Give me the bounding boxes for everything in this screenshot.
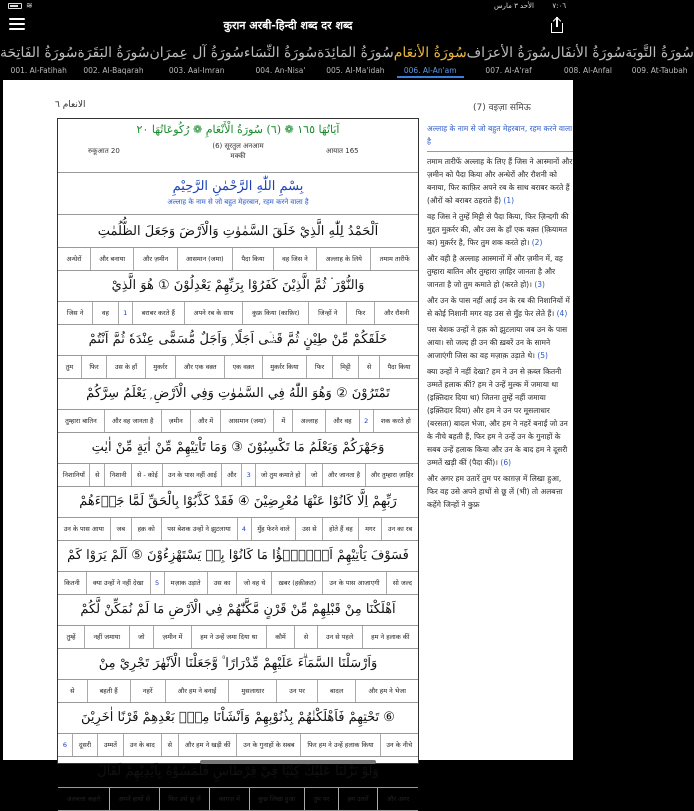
word-meaning: बादल [317, 680, 355, 702]
word-meaning: 6 [62, 741, 68, 749]
surah-info-arabic: آيَاتُهَا ١٦٥ ❁ (٦) سُورَةُ الْأَنْعَامِ ❁ رُكُوعَاتُهَا ٢٠ [136, 123, 340, 136]
word-meaning: और बनाया [90, 248, 134, 270]
word-meaning: जो [305, 464, 322, 486]
word-meaning: मज़ाक उड़ाते [164, 572, 207, 594]
translation-text: वह जिस ने तुम्हें मिट्टी से पैदा किया, फिर ज़िन्दगी की मुद्दत मुक़र्रर की, और उस के हाँ एक वक़्त (क़ियामत का) मुक़र्रर है, फिर तुम शक करते हो। [427, 212, 569, 247]
word-meaning: से - कोई [131, 464, 162, 486]
surah-tab-label: 008. Al-Anfal [563, 66, 612, 75]
word-meaning: पस बेशक उन्हों ने झुटलाया [161, 518, 237, 540]
word-meaning: उस के हाँ [106, 356, 144, 378]
word-meaning: निशानियाँ [62, 471, 85, 479]
word-meaning: 3 [241, 464, 255, 486]
app-title: कुरान अरबी-हिन्दी शब्द दर शब्द [223, 19, 353, 32]
bismillah-hindi: अल्लाह के नाम से जो बहुत मेहरबान, रहम करने वाला है [167, 198, 309, 206]
surah-calligraphy: سُورَةُ الفَاتِحَة [0, 45, 78, 61]
surah-tab[interactable] [467, 40, 551, 80]
verse-number: (4) [556, 309, 568, 318]
word-meaning: उन के नीचे [380, 734, 418, 756]
word-meaning-row [58, 301, 418, 325]
mushaf-page [57, 118, 419, 803]
word-meaning: मुँह फेरने वाले [251, 518, 296, 540]
translation-paragraph [427, 155, 573, 207]
word-meaning: कौमें [266, 626, 294, 648]
surah-tab-label: 006. Al-An'am [403, 66, 457, 75]
verse-number: (3) [534, 280, 545, 289]
word-meaning: तुम्हारा बातिन [65, 417, 97, 425]
word-meaning: 2 [359, 410, 373, 432]
word-meaning: से [161, 734, 178, 756]
word-meaning: फिर [81, 356, 107, 378]
surah-calligraphy: سُورَةُ المَائِدَة [317, 45, 394, 61]
arabic-verse-line: وَلَوْ نَزَّلْنَا عَلَيْكَ كِتٰبًا فِيْ قِرْطَاسٍ فَلَمَسُوْهُ بِاَيْدِيْهِمْ لَقَالَ [97, 764, 379, 779]
word-meaning: और ज़मीन [133, 248, 176, 270]
translation-paragraph [427, 472, 573, 511]
surah-name-hindi: (6) सूरतुल अनआम मक्की [212, 142, 264, 160]
arabic-verse-line: تَحْتِهِمْ فَاَهْلَكْنٰهُمْ بِذُنُوْبِهِمْ وَاَنْشَاْنَا مِنْۢ بَعْدِهِمْ قَرْنًا اٰخَرِيْنَ ⑥ [81, 710, 395, 725]
word-meaning: 1 [118, 302, 132, 324]
word-meaning: मुकर्रर [145, 356, 175, 378]
word-meaning: उम्मतें [97, 734, 123, 756]
verse-number: (1) [503, 196, 515, 205]
word-meaning: निशानी [104, 464, 131, 486]
arabic-verse-line: وَجَهْرَكُمْ وَيَعْلَمُ مَا تَكْسِبُوْنَ ③ وَمَا تَاْتِيْهِمْ مِّنْ اٰيَةٍ مِّنْ اٰيٰتِ [91, 440, 385, 455]
word-meaning: उस का [207, 572, 237, 594]
arabic-verse-line: اَهْلَكْنَا مِنْ قَبْلِهِمْ مِّنْ قَرْنٍ مَّكَّنّٰهُمْ فِي الْاَرْضِ مَا لَمْ نُمَكِّنْ لَّكُمْ [80, 602, 396, 617]
translation-text: तमाम तारीफें अल्लाह के लिए हैं जिस ने आस्मानों और ज़मीन को पैदा किया और अन्धेरों और रौशनी को बनाया, फिर काफ़िर अपने रब के साथ बराबर करते हैं (औरों को बराबर ठहराते हैं) [427, 157, 573, 205]
word-meaning: ज़मीन में [153, 626, 191, 648]
word-meaning: 4 [237, 518, 251, 540]
word-meaning: उन के पास आया [63, 525, 104, 533]
surah-tab-label: 001. Al-Fatihah [10, 66, 67, 75]
word-meaning: उन के बाद [123, 734, 161, 756]
word-meaning-row [58, 355, 418, 379]
surah-tab[interactable] [625, 40, 694, 80]
word-meaning: उन पर [276, 680, 317, 702]
translation-paragraph [427, 210, 573, 249]
word-meaning: में [273, 410, 292, 432]
word-meaning: अन्धेरों [66, 255, 82, 263]
word-meaning: उन के पास नहीं आई [162, 464, 221, 486]
translation-text: और वही है अल्लाह आस्मानों में और ज़मीन में, वह तुम्हारा बातिन और तुम्हारा ज़ाहिर जानता है और जानता है जो तुम कमाते हो (करते हो)। [427, 254, 563, 289]
word-meaning: जो तुम कमाते हो [255, 464, 305, 486]
surah-calligraphy: سُورَةُ النِّسَاء [243, 45, 318, 61]
word-meaning: अपने हाथों से [109, 788, 159, 810]
word-meaning: और हम ने खड़ी कीं [178, 734, 236, 756]
verse-number: (6) [500, 458, 512, 467]
word-meaning: कितनी [64, 579, 80, 587]
translation-column [427, 120, 573, 766]
surah-tab-label: 009. At-Taubah [631, 66, 688, 75]
status-date: الأحد ٣ مارس [494, 2, 534, 10]
word-meaning: शक करते हो [373, 410, 418, 432]
word-meaning: और एक वक़्त [175, 356, 224, 378]
word-meaning: तुम्हें [66, 633, 76, 641]
word-meaning: अल्लाह [292, 410, 325, 432]
surah-tab-bar [0, 40, 694, 80]
word-meaning: फिर हम ने उन्हें हलाक किया [300, 734, 379, 756]
word-meaning: उन के पास आजाएगी [322, 572, 385, 594]
word-meaning: से [89, 464, 104, 486]
surah-tab[interactable] [317, 40, 394, 80]
surah-tab-label: 004. An-Nisa' [255, 66, 306, 75]
word-meaning: अपने रब के साथ [184, 302, 243, 324]
word-meaning: ख़बर (हक़ीक़त) [271, 572, 322, 594]
word-meaning: फिर उसे छू लें [159, 788, 210, 810]
word-meaning-row [58, 679, 418, 703]
surah-tab-label: 005. Al-Ma'idah [326, 66, 385, 75]
word-meaning: फिर [346, 302, 374, 324]
bismillah-box [58, 175, 418, 215]
word-meaning: अलबत्ता कहते [66, 795, 101, 803]
word-meaning: और जानता है [322, 464, 365, 486]
word-meaning-row [58, 463, 418, 487]
bismillah-arabic: بِسْمِ اللّٰهِ الرَّحْمٰنِ الرَّحِيْمِ [172, 179, 304, 194]
word-meaning: मगर [358, 518, 381, 540]
surah-tab[interactable] [77, 40, 149, 80]
page-header [3, 100, 573, 114]
word-meaning: आसमान (जमा) [177, 248, 232, 270]
word-meaning-row [58, 409, 418, 433]
surah-calligraphy: سُورَةُ الأنفَال [550, 45, 626, 61]
share-icon[interactable] [550, 17, 564, 33]
word-meaning: मुसलाधार [228, 680, 276, 702]
arabic-verse-line: خَلَقَكُمْ مِّنْ طِيْنٍ ثُمَّ قَضٰۤى اَجَلًا ۭ وَاَجَلٌ مُّسَمًّى عِنْدَهٗ ثُمَّ اَنْتُمْ [88, 332, 388, 347]
translation-bismillah: अल्लाह के नाम से जो बहुत मेहरबान, रहम करने वाला है [427, 120, 573, 152]
word-meaning: कुफ्र किया (काफ़िर) [242, 302, 308, 324]
word-meaning: तुम पर [304, 788, 338, 810]
surah-calligraphy: سُورَةُ الأنعَام [393, 45, 467, 61]
wifi-icon: ≋ [26, 1, 33, 10]
word-meaning: 5 [150, 572, 164, 594]
word-meaning: कुछ लिखा हुआ [249, 788, 304, 810]
word-meaning: उस से [295, 518, 322, 540]
translation-paragraph [427, 294, 573, 320]
surah-calligraphy: سُورَةُ آل عِمرَان [149, 45, 244, 61]
word-meaning: जो [129, 626, 153, 648]
word-meaning: से [294, 626, 316, 648]
word-meaning: तमाम तारीफें [370, 248, 418, 270]
word-meaning: और तुम्हारा ज़ाहिर [365, 464, 418, 486]
word-meaning: हम उतारें [338, 788, 377, 810]
word-meaning: वह जिस ने [273, 248, 316, 270]
word-meaning: और [221, 464, 241, 486]
word-meaning: क्या उन्हों ने नहीं देखा [86, 572, 150, 594]
word-meaning: नहीं जमाया [84, 626, 129, 648]
arabic-verse-line: اَلْحَمْدُ لِلّٰهِ الَّذِيْ خَلَقَ السَّمٰوٰتِ وَالْاَرْضَ وَجَعَلَ الظُّلُمٰتِ [97, 224, 379, 239]
word-meaning: से [70, 687, 75, 695]
word-meaning: मुकर्रर किया [262, 356, 307, 378]
translation-text: और अगर हम उतारें तुम पर काग़ज़ में लिखा हुआ, फिर वह उसे अपने हाथों से छू लें (भी) तो अलबत्ता कहेंगे जिन्हों ने कुफ्र [427, 474, 563, 509]
nav-bar [0, 12, 576, 40]
word-meaning: और हम ने बनाईं [165, 680, 229, 702]
verse-number: (5) [537, 351, 548, 360]
surah-tab-label: 003. Aal-Imran [168, 66, 225, 75]
surah-info-box [58, 119, 418, 173]
word-meaning: आसमान (जमा) [220, 410, 273, 432]
surah-tab[interactable] [0, 40, 77, 80]
word-meaning-row [58, 571, 418, 595]
word-meaning: जिस ने [66, 309, 84, 317]
translation-paragraph [427, 252, 573, 291]
word-meaning: दूसरी [72, 734, 97, 756]
word-meaning: और वह [325, 410, 359, 432]
status-time: ٧:٠٦ [552, 2, 566, 10]
arabic-verse-line: وَاَرْسَلْنَا السَّمَاۗءَ عَلَيْهِمْ مِّدْرَارًا ۠ وَّجَعَلْنَا الْاَنْهٰرَ تَجْرِيْ مِنْ [98, 656, 378, 671]
word-meaning-row [58, 625, 418, 649]
translation-text: और उन के पास नहीं आई उन के रब की निशानियों में से कोई निशानी मगर वह उस से मुँह फेर लेते हैं। [427, 296, 570, 318]
word-meaning: और रौशनी [374, 302, 418, 324]
word-meaning: हम ने हलाक कीं [362, 626, 418, 648]
word-meaning: उन से पहले [317, 626, 362, 648]
rukuaat-count: रुकूआत 20 [88, 147, 120, 155]
word-meaning-row [58, 247, 418, 271]
surah-tab-label: 007. Al-A'raf [485, 66, 532, 75]
surah-tab[interactable] [551, 40, 626, 80]
word-meaning: बहती हैं [87, 680, 130, 702]
word-meaning: उन का रब [381, 518, 418, 540]
word-meaning: हम ने उन्हें जमा दिया था [191, 626, 266, 648]
page-content [3, 80, 573, 803]
word-meaning: काग़ज़ में [209, 788, 248, 810]
word-meaning: ज़मीन [161, 410, 190, 432]
surah-calligraphy: سُورَةُ البَقَرَة [77, 45, 150, 61]
word-meaning: अल्लाह के लिये [316, 248, 370, 270]
translation-paragraph [427, 323, 573, 362]
battery-icon [8, 3, 22, 9]
word-meaning: और हम ने भेजा [355, 680, 418, 702]
arabic-verse-line: وَالنُّوْرَ ۬ ثُمَّ الَّذِيْنَ كَفَرُوْا بِرَبِّهِمْ يَعْدِلُوْنَ ① هُوَ الَّذِيْ [111, 278, 365, 293]
word-meaning: बराबर करते हैं [132, 302, 184, 324]
verse-number: (2) [531, 238, 543, 247]
word-meaning: वह [92, 302, 118, 324]
translation-text: पस बेशक उन्हों ने हक़ को झुटलाया जब उन के पास आया। सो जल्द ही उन की ख़बरें उन के सामने आजाएंगी जिस का वह मज़ाक़ उड़ाते थे। [427, 325, 568, 360]
word-meaning: और में [190, 410, 220, 432]
surah-tab[interactable] [149, 40, 243, 80]
word-meaning: जिन्हों ने [308, 302, 346, 324]
arabic-verse-line: رَبِّهِمْ اِلَّا كَانُوْا عَنْهَا مُعْرِضِيْنَ ④ فَقَدْ كَذَّبُوْا بِالْحَقِّ لَمَّا جَاۗءَهُمْ [79, 494, 397, 509]
word-meaning-row [58, 733, 418, 757]
word-meaning: जो वह थे [236, 572, 271, 594]
word-meaning: फिर [306, 356, 332, 378]
arabic-verse-line: فَسَوْفَ يَاْتِيْهِمْ اَنْۢبٰۗؤُا مَا كَانُوْا بِهٖ يَسْتَهْزِءُوْنَ ⑤ اَلَمْ يَرَوْا كَمْ [67, 548, 409, 563]
word-meaning-row [58, 787, 418, 811]
arabic-verse-line: تَمْتَرُوْنَ ② وَهُوَ اللّٰهُ فِي السَّمٰوٰتِ وَفِي الْاَرْضِ ۭ يَعْلَمُ سِرَّكُمْ [86, 386, 390, 401]
surah-calligraphy: سُورَةُ التَّوبَة [625, 45, 694, 61]
word-meaning: तुम [65, 363, 74, 371]
home-indicator [200, 760, 376, 764]
word-meaning-row [58, 517, 418, 541]
translation-text: क्या उन्हों ने नहीं देखा? हम ने उन से क़ब्ल कितनी उम्मतें हलाक कीं? हम ने उन्हें मुल्क में जमाया था (इक़्तिदार दिया था) जितना तुम्हें नहीं जमाया (इक़्तिदार दिया) और हम ने उन पर मूसलाधार (बरसता) बादल भेजा, और हम ने नहरें बनाईं जो उन के नीचे बहती हैं, फिर हम ने उन्हें उन के गुनाहों के सबब उन्हें हलाक किया और उन के बाद हम ने दूसरी उम्मतें खड़ी कीं (पैदा कीं)। [427, 367, 568, 467]
surah-tab[interactable] [394, 40, 467, 80]
surah-tab[interactable] [244, 40, 317, 80]
word-meaning: एक वक़्त [224, 356, 262, 378]
word-meaning: नहरें [130, 680, 165, 702]
word-meaning: और वह जानता है [104, 410, 161, 432]
surah-calligraphy: سُورَةُ الأعرَاف [466, 45, 551, 61]
translation-paragraph [427, 365, 573, 469]
word-meaning: उन के गुनाहों के सबब [236, 734, 300, 756]
verse-lines [58, 217, 418, 811]
word-meaning: होते हैं वह [322, 518, 358, 540]
word-meaning: जब [110, 518, 131, 540]
status-bar [0, 0, 576, 12]
ayaat-count: आयात 165 [326, 147, 359, 155]
word-meaning: से [358, 356, 379, 378]
word-meaning: पैदा किया [232, 248, 273, 270]
word-meaning: हक़ को [131, 518, 161, 540]
word-meaning: और अगर [377, 788, 418, 810]
word-meaning: सो जल्द [386, 572, 418, 594]
para-header: (7) वइज़ा समिऊ [473, 103, 531, 113]
word-meaning: पैदा किया [379, 356, 418, 378]
word-meaning: मिट्टी [332, 356, 359, 378]
surah-header-arabic: الانعام ٦ [55, 100, 86, 110]
surah-tab-label: 002. Al-Baqarah [83, 66, 144, 75]
